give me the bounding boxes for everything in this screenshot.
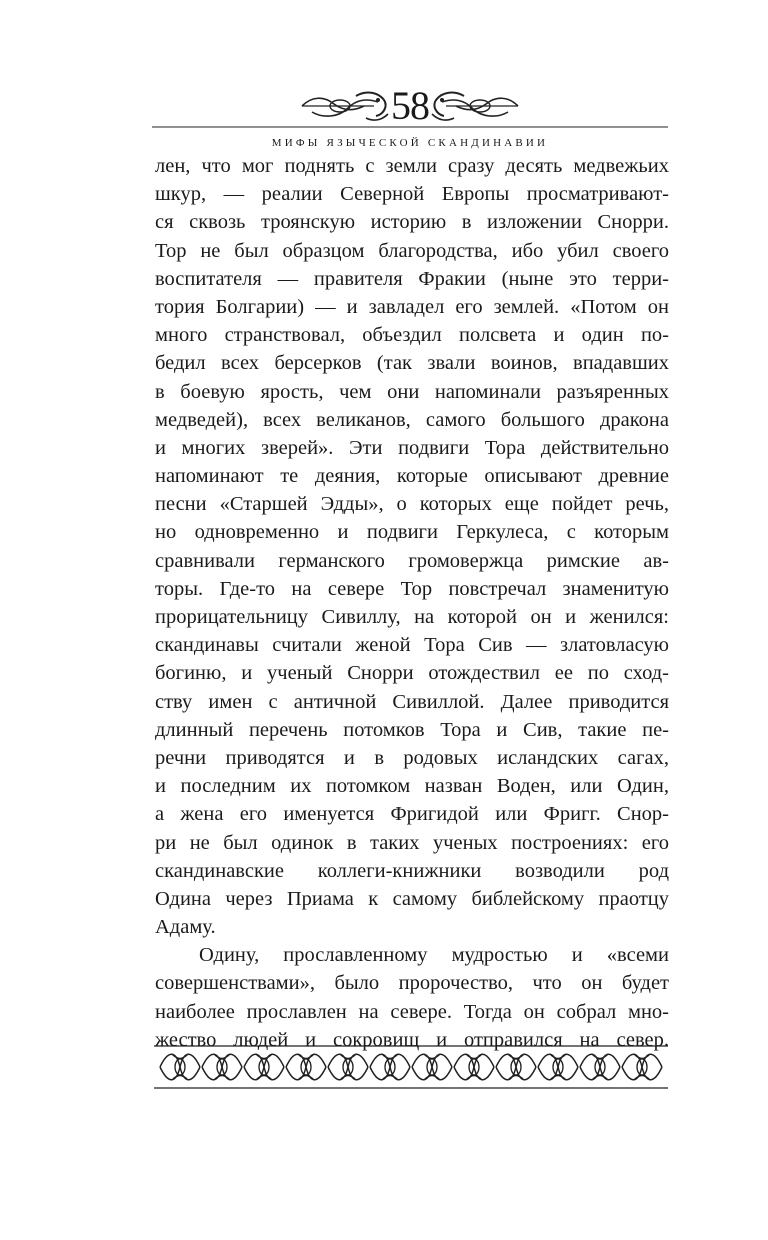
knot-motif: [160, 1054, 200, 1080]
text-line: богиню, и ученый Снорри отождествил ее по сход-: [155, 662, 669, 685]
knot-motif: [328, 1054, 368, 1080]
knot-motif: [412, 1054, 452, 1080]
text-line: медведей), всех великанов, самого большого дракона: [155, 408, 669, 431]
page-header: [152, 84, 668, 150]
text-line: и многих зверей». Эти подвиги Тора действительно: [155, 436, 669, 459]
running-title: МИФЫ ЯЗЫЧЕСКОЙ СКАНДИНАВИИ: [271, 137, 549, 149]
body-text: [155, 152, 669, 1054]
text-line: ри не был одинок в таких ученых построениях: его: [155, 831, 669, 854]
text-line: Одина через Приама к самому библейскому праотцу: [155, 887, 669, 910]
text-line: шкур, — реалии Северной Европы просматривают-: [155, 183, 669, 206]
text-line: ся сквозь троянскую историю в изложении Снорри.: [155, 211, 669, 234]
knot-motif: [286, 1054, 326, 1080]
text-line: Тор не был образцом благородства, ибо убил своего: [155, 239, 669, 262]
text-line: и последним их потомком назван Воден, или Один,: [155, 775, 669, 798]
text-line: совершенствами», было пророчество, что он будет: [155, 972, 669, 995]
text-line: а жена его именуется Фригидой или Фригг. Сноp-: [155, 803, 669, 826]
text-line: напоминают те деяния, которые описывают древние: [155, 465, 669, 488]
knot-motif: [538, 1054, 578, 1080]
text-line: много странствовал, объездил полсвета и один по-: [155, 324, 669, 347]
text-line: наиболее прославлен на севере. Тогда он собрал мно-: [155, 1000, 669, 1023]
text-line: в боевую ярость, чем они напоминали разъяренных: [155, 380, 669, 403]
knot-motif: [622, 1054, 662, 1080]
text-line: воспитателя — правителя Фракии (ныне это терри-: [155, 267, 669, 290]
text-line: жество людей и сокровищ и отправился на север.: [155, 1028, 669, 1051]
text-line: сравнивали германского громовержца римские ав-: [155, 549, 669, 572]
text-line: речни приводятся и в родовых исландских сагах,: [155, 746, 669, 769]
text-line: скандинавские коллеги-книжники возводили род: [155, 859, 669, 882]
text-line: песни «Старшей Эдды», о которых еще пойдет речь,: [155, 493, 669, 516]
text-line: скандинавы считали женой Тора Сив — златовласую: [155, 634, 669, 657]
text-line: бедил всех берсерков (так звали воинов, впадавших: [155, 352, 669, 375]
text-line: длинный перечень потомков Тора и Сив, такие пе-: [155, 718, 669, 741]
text-line: прорицательницу Сивиллу, на которой он и женился:: [155, 606, 669, 628]
text-line: но одновременно и подвиги Геркулеса, с которым: [155, 521, 669, 544]
knot-motif: [454, 1054, 494, 1080]
text-line: торы. Где-то на севере Тор повстречал знаменитую: [155, 577, 669, 600]
text-line: Адаму.: [155, 916, 216, 939]
knotwork-border-icon: [154, 1044, 668, 1090]
knot-motif: [370, 1054, 410, 1080]
text-line: ству имен с античной Сивиллой. Далее приводится: [155, 690, 669, 713]
knot-motif: [202, 1054, 242, 1080]
text-line: тория Болгарии) — и завладел его землей. «Потом он: [155, 295, 669, 318]
text-line: Одину, прославленному мудростью и «всеми: [199, 944, 669, 967]
page-number: 58: [391, 83, 429, 128]
knot-motif: [496, 1054, 536, 1080]
knot-motif: [244, 1054, 284, 1080]
text-line: лен, что мог поднять с земли сразу десять медвежьих: [155, 155, 669, 177]
knot-motif: [580, 1054, 620, 1080]
